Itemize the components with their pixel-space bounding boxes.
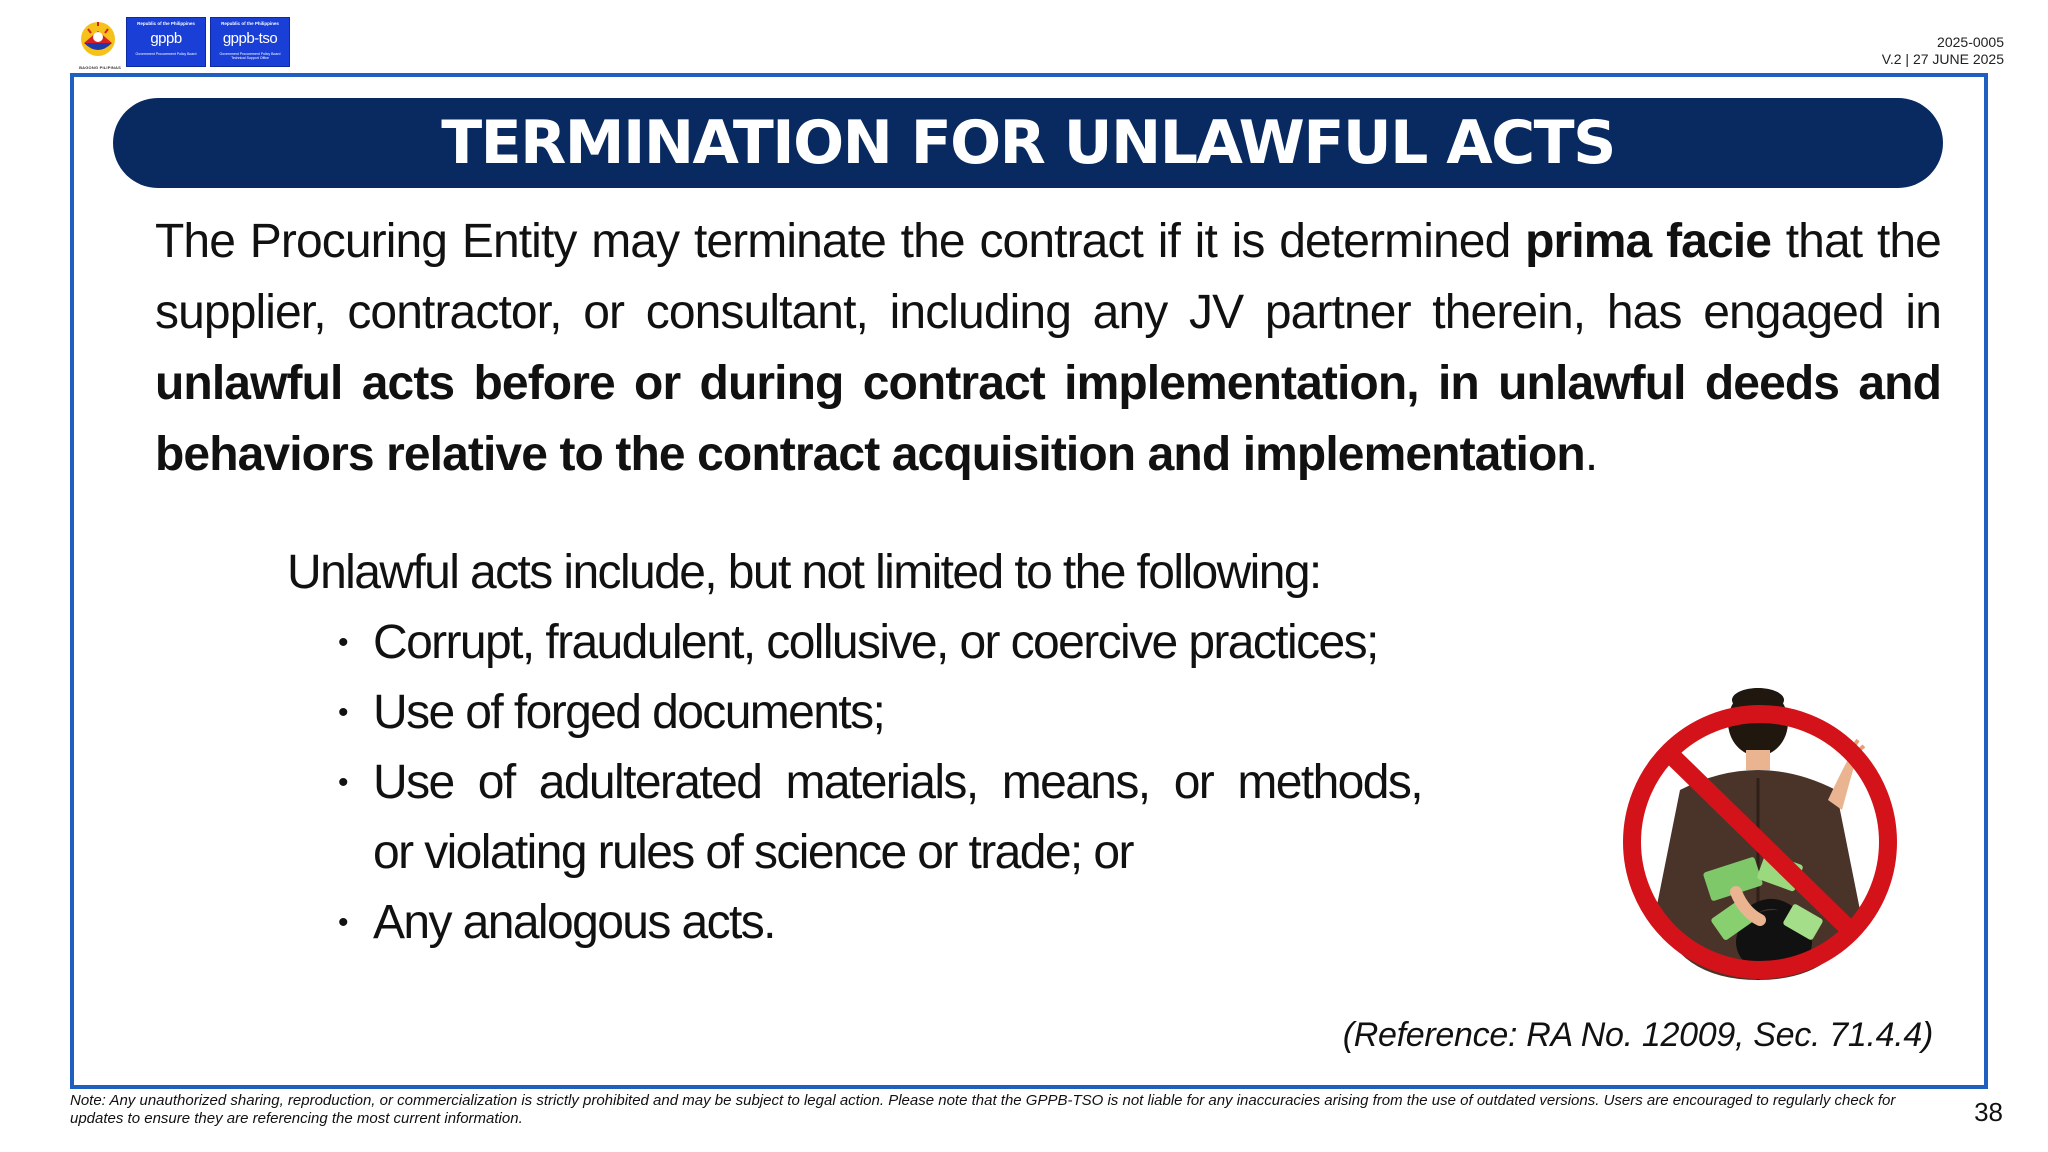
list-item-text: Use of forged documents;: [373, 686, 885, 739]
list-item-text: Use of adulterated materials, means, or methods,: [373, 756, 1422, 809]
doc-version: V.2 | 27 JUNE 2025: [1881, 51, 2004, 67]
gppb-logo-top: Republic of the Philippines: [137, 21, 195, 26]
bullet-icon: •: [338, 766, 347, 799]
seal-caption: BAGONG PILIPINAS: [79, 65, 121, 70]
list-intro: Unlawful acts include, but not limited to the following:: [287, 546, 1321, 599]
header-logos: [74, 17, 290, 71]
list-item: [330, 608, 1422, 678]
page-number: 38: [1974, 1097, 2003, 1127]
gppb-tso-logo: [210, 17, 290, 67]
unlawful-acts-list: [330, 608, 1422, 958]
list-item-text: Corrupt, fraudulent, collusive, or coercive practices;: [373, 616, 1378, 669]
gppb-tso-logo-bottom-1: Government Procurement Policy Board: [219, 52, 281, 56]
para-text-1: The Procuring Entity may terminate the contract if it is determined: [155, 215, 1526, 268]
gppb-tso-logo-bottom-2: Technical Support Office: [231, 56, 269, 60]
main-paragraph: [155, 206, 1941, 490]
para-text-2: that the supplier, contractor, or consultant, including any JV partner therein, has engaged in: [155, 215, 1941, 339]
gppb-tso-logo-top: Republic of the Philippines: [221, 21, 279, 26]
footer-note: Note: Any unauthorized sharing, reproduction, or commercialization is strictly prohibited and may be subject to legal action. Please note that the GPPB-TSO is not liable for any inaccuracies arising from the use of outdated versions. Users are encouraged to regularly check for updates to ensure they are referencing the most current information.: [70, 1092, 1896, 1127]
no-bribery-icon: [1610, 680, 1900, 1000]
bullet-icon: •: [338, 906, 347, 939]
bullet-icon: •: [338, 626, 347, 659]
gppb-logo-mark: gppb: [150, 30, 182, 47]
para-bold-unlawful-acts: unlawful acts before or during contract implementation, in unlawful deeds and behaviors relative to the contract acquisition and implementation: [155, 357, 1941, 481]
list-item: [330, 888, 1422, 958]
slide-title-bar: [113, 98, 1943, 188]
bagong-pilipinas-seal-icon: [74, 17, 122, 71]
list-item-text-continued: or violating rules of science or trade; or: [373, 826, 1133, 879]
doc-number: 2025-0005: [1937, 34, 2004, 50]
slide-title: TERMINATION FOR UNLAWFUL ACTS: [441, 108, 1615, 178]
gppb-logo: [126, 17, 206, 67]
document-code: [1882, 34, 2004, 68]
para-end: .: [1584, 428, 1598, 481]
reference-citation: (Reference: RA No. 12009, Sec. 71.4.4): [1342, 1016, 1933, 1054]
list-item: [330, 748, 1422, 888]
list-item: [330, 678, 1422, 748]
bullet-icon: •: [338, 696, 347, 729]
gppb-tso-logo-mark: gppb-tso: [222, 30, 278, 47]
gppb-logo-bottom: Government Procurement Policy Board: [135, 52, 197, 56]
para-bold-prima-facie: prima facie: [1525, 215, 1771, 268]
list-item-text: Any analogous acts.: [373, 896, 775, 949]
